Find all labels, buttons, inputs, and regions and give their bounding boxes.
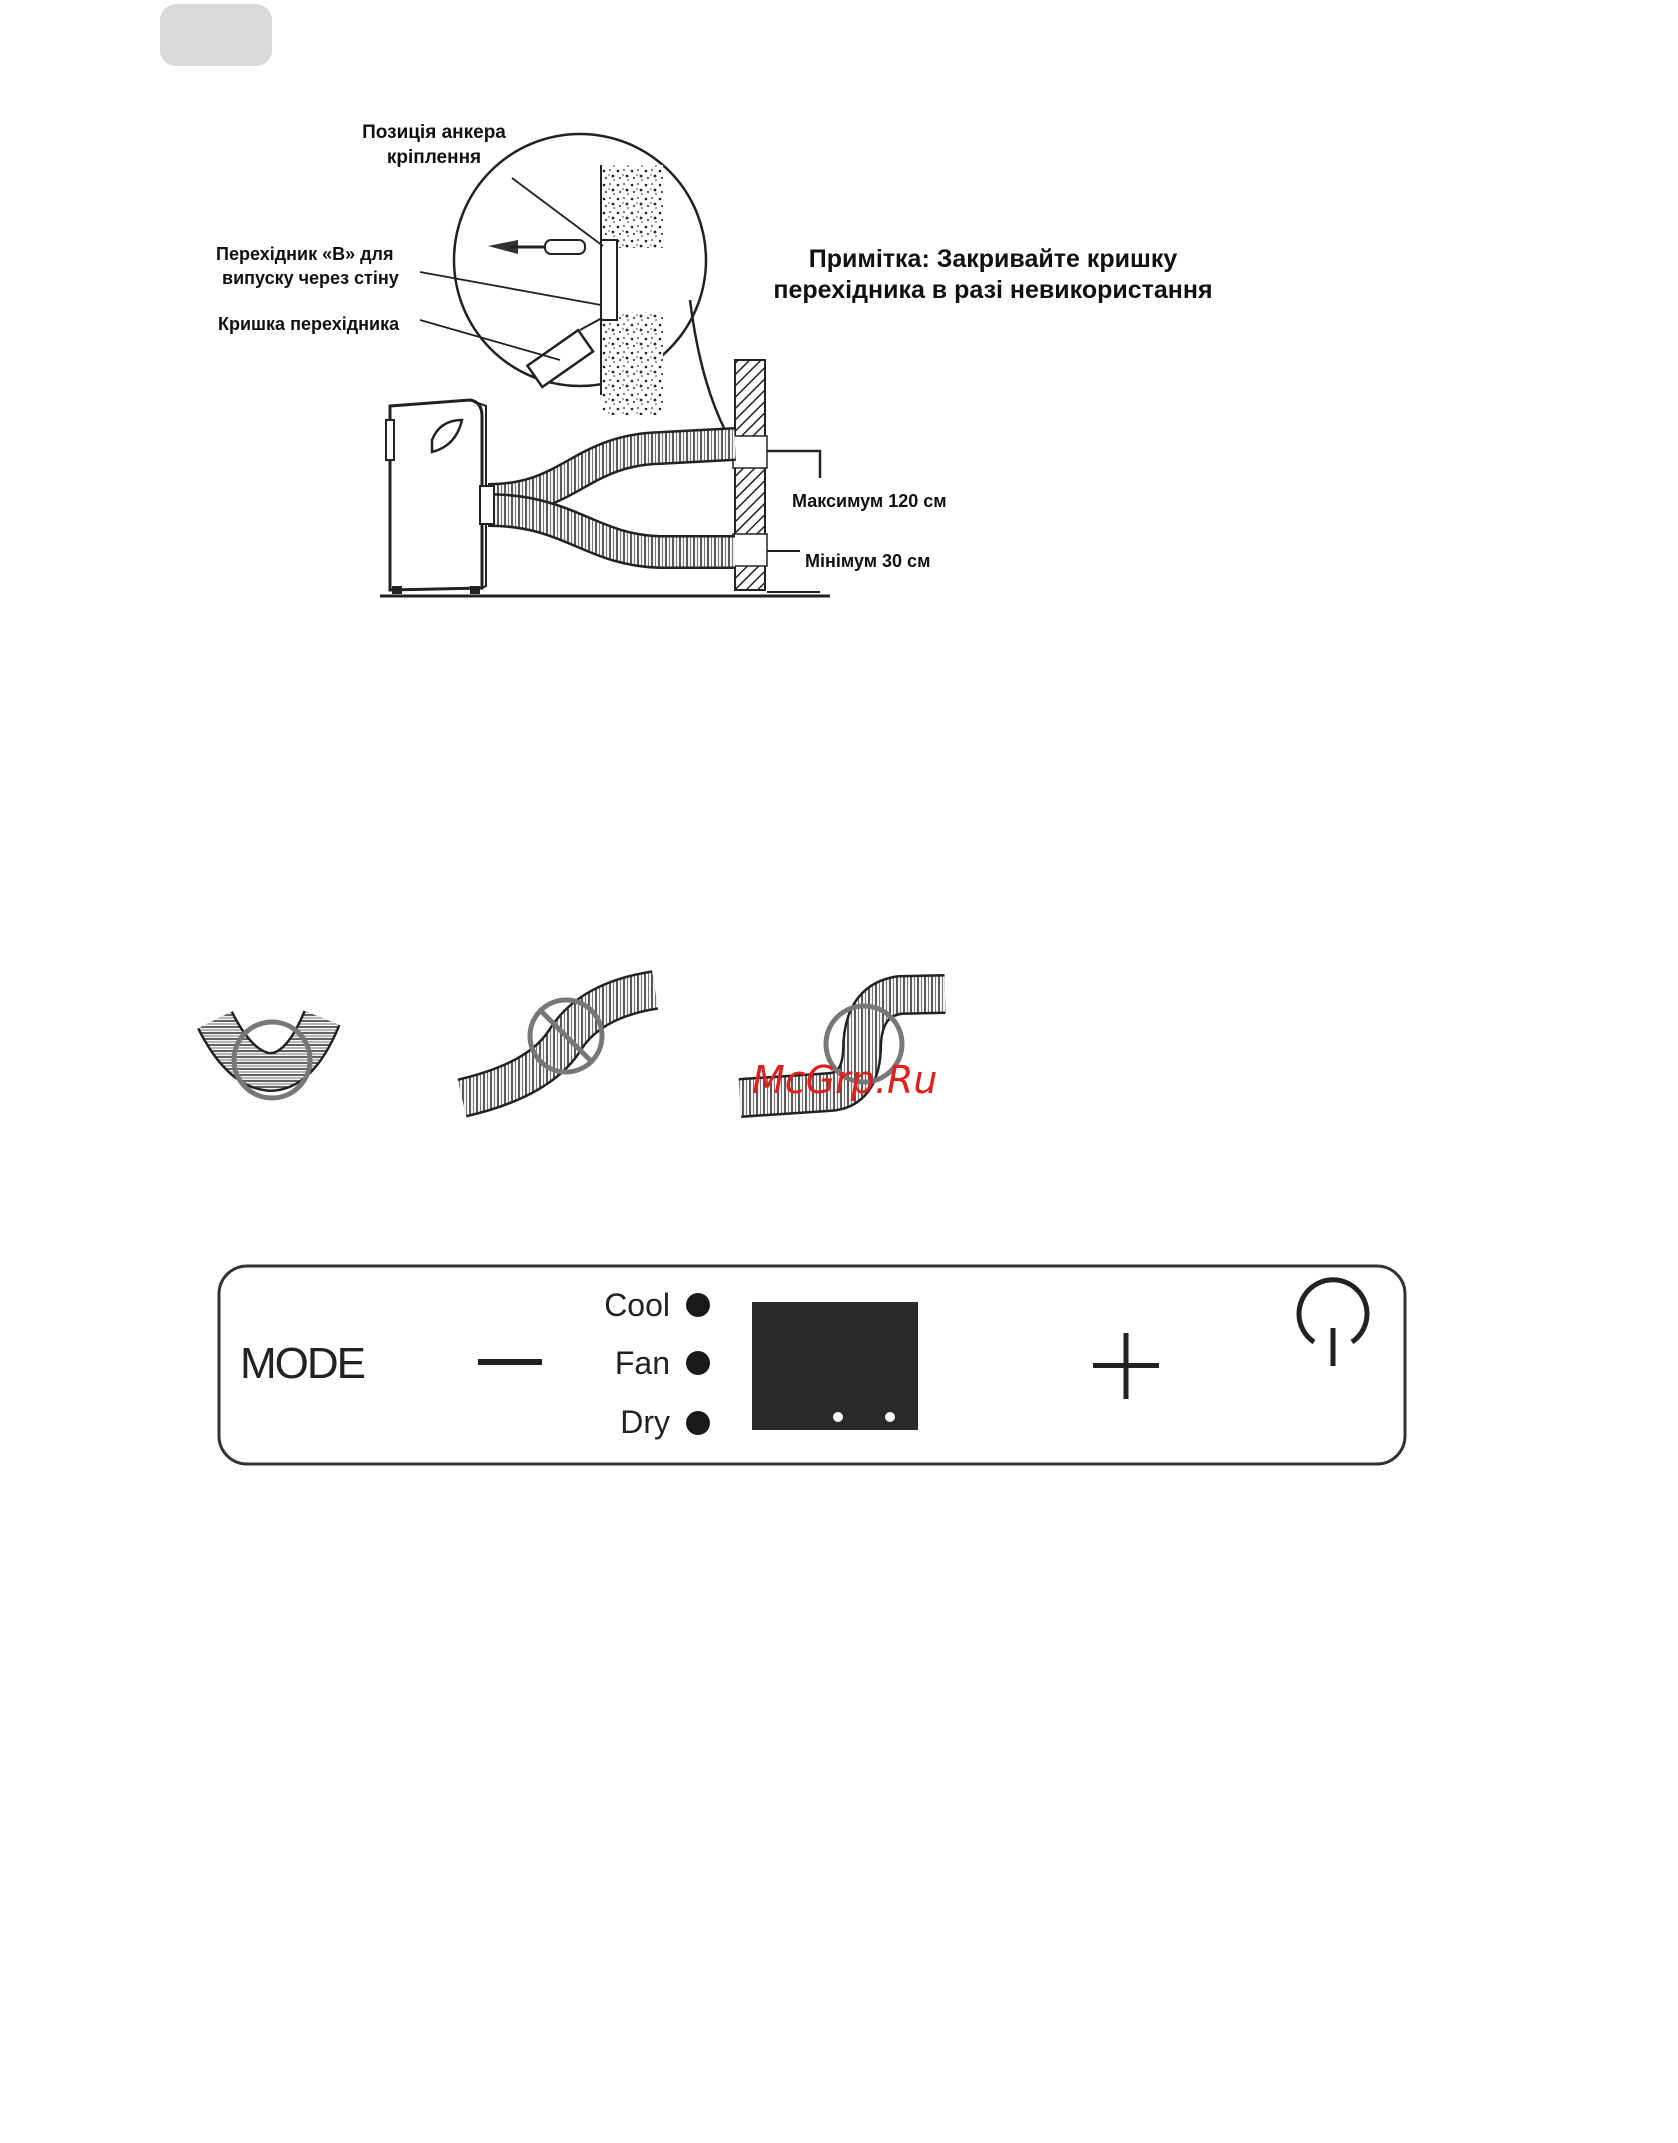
wall (733, 360, 767, 590)
display-dot-2 (885, 1412, 895, 1422)
hose-bend-examples (215, 990, 945, 1102)
mode-dry-indicator (686, 1411, 710, 1435)
detail-magnifier (454, 134, 706, 415)
exhaust-hoses (480, 444, 735, 552)
mode-button[interactable]: MODE (240, 1339, 364, 1388)
label-max-height: Максимум 120 см (792, 491, 947, 511)
watermark-text: McGrp.Ru (752, 1058, 938, 1102)
display-screen (752, 1302, 918, 1430)
mode-fan-label: Fan (614, 1345, 670, 1381)
hose-u-bend (215, 1018, 322, 1098)
note-line2: перехідника в разі невикористання (773, 276, 1213, 304)
label-adapter-line1: Перехідник «В» для (216, 244, 394, 264)
label-anchor-line1: Позиція анкера (362, 122, 506, 143)
mode-fan-indicator (686, 1351, 710, 1375)
control-panel (219, 1266, 1405, 1464)
label-min-height: Мінімум 30 см (805, 551, 931, 571)
mode-cool-indicator (686, 1293, 710, 1317)
mode-dry-label: Dry (620, 1404, 670, 1440)
hose-twisted (462, 990, 655, 1098)
label-adapter-cover: Кришка перехідника (218, 314, 400, 334)
installation-diagram (216, 122, 1213, 596)
label-adapter-line2: випуску через стіну (222, 268, 399, 288)
minus-button[interactable] (478, 1359, 542, 1365)
mode-cool-label: Cool (604, 1287, 670, 1323)
note-line1: Примітка: Закривайте кришку (808, 245, 1178, 273)
label-anchor-line2: кріплення (386, 147, 482, 168)
display-dot-1 (833, 1412, 843, 1422)
portable-ac-unit (386, 400, 488, 594)
